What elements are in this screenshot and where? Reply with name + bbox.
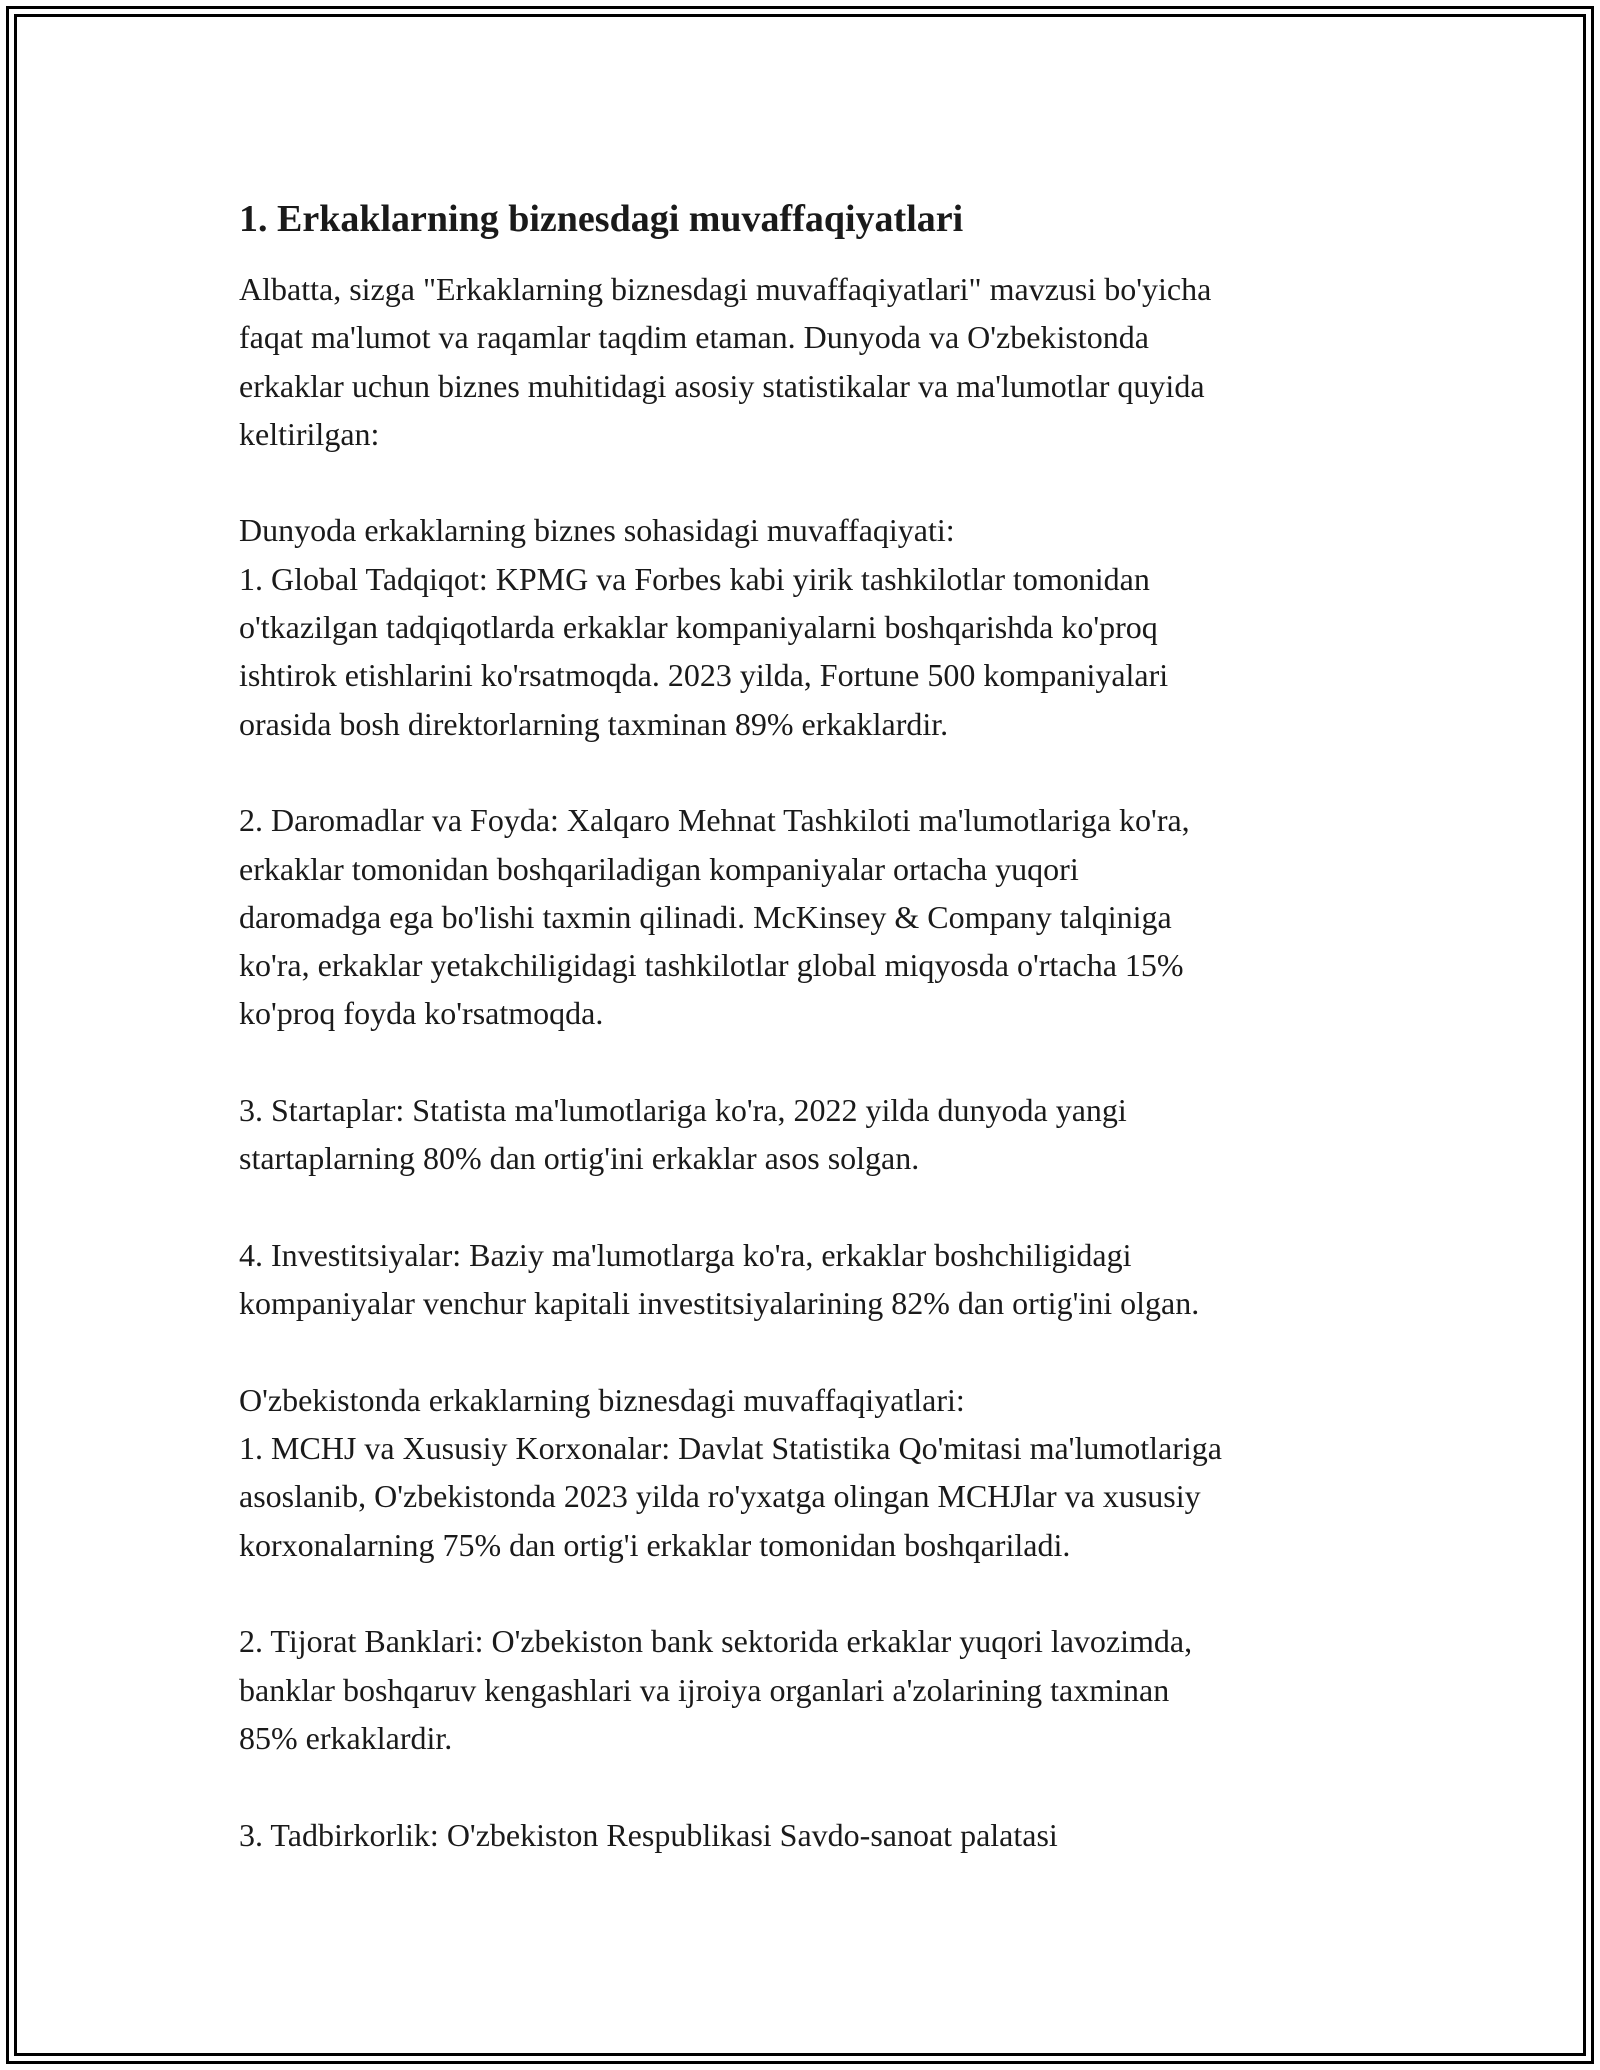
paragraph-world-global-research: Dunyoda erkaklarning biznes sohasidagi muvaffaqiyati: 1. Global Tadqiqot: KPMG va Forbes kabi yirik tashkilotlar tomonidan o'tkazilgan tadqiqotlarda erkaklar kompaniyalarni boshqarishda ko'proq ishtirok etishlarini ko'rsatmoqda. 2023 yilda, Fortune 500 kompaniyalari orasida bosh direktorlarning taxminan 89% erkaklardir. <box>239 512 1169 742</box>
page-outer-border <box>6 6 1594 2064</box>
document-body <box>239 195 1399 1859</box>
page-inner-border <box>14 14 1586 2056</box>
paragraph-world-investments: 4. Investitsiyalar: Baziy ma'lumotlarga ko'ra, erkaklar boshchiligidagi kompaniyalar venchur kapitali investitsiyalarining 82% dan ortig'ini olgan. <box>239 1236 1200 1322</box>
paragraph-world-startups: 3. Startaplar: Statista ma'lumotlariga ko'ra, 2022 yilda dunyoda yangi startaplarning 80% dan ortig'ini erkaklar asos solgan. <box>239 1092 1127 1177</box>
paragraph-world-income-profit: 2. Daromadlar va Foyda: Xalqaro Mehnat Tashkiloti ma'lumotlariga ko'ra, erkaklar tomonidan boshqariladigan kompaniyalar ortacha yuqori daromadga ega bo'lishi taxmin qilinadi. McKinsey & Company talqiniga ko'ra, erkaklar yetakchiligidagi tashkilotlar global miqyosda o'rtacha 15% ko'proq foyda ko'rsatmoqda. <box>239 802 1190 1032</box>
paragraph-uzbekistan-entrepreneurship: 3. Tadbirkorlik: O'zbekiston Respublikasi Savdo-sanoat palatasi <box>239 1816 1058 1853</box>
paragraph-intro: Albatta, sizga "Erkaklarning biznesdagi muvaffaqiyatlari" mavzusi bo'yicha faqat ma'lumot va raqamlar taqdim etaman. Dunyoda va O'zbekistonda erkaklar uchun biznes muhitidagi asosiy statistikalar va ma'lumotlar quyida keltirilgan: <box>239 271 1212 452</box>
paragraph-uzbekistan-banks: 2. Tijorat Banklari: O'zbekiston bank sektorida erkaklar yuqori lavozimda, banklar boshqaruv kengashlari va ijroiya organlari a'zolarining taxminan 85% erkaklardir. <box>239 1623 1193 1756</box>
paragraph-uzbekistan-llc: O'zbekistonda erkaklarning biznesdagi muvaffaqiyatlari: 1. MCHJ va Xususiy Korxonalar: Davlat Statistika Qo'mitasi ma'lumotlariga asoslanib, O'zbekistonda 2023 yilda ro'yxatga olingan MCHJlar va xususiy korxonalarning 75% dan ortig'i erkaklar tomonidan boshqariladi. <box>239 1381 1222 1563</box>
document-title: 1. Erkaklarning biznesdagi muvaffaqiyatlari <box>239 198 964 240</box>
